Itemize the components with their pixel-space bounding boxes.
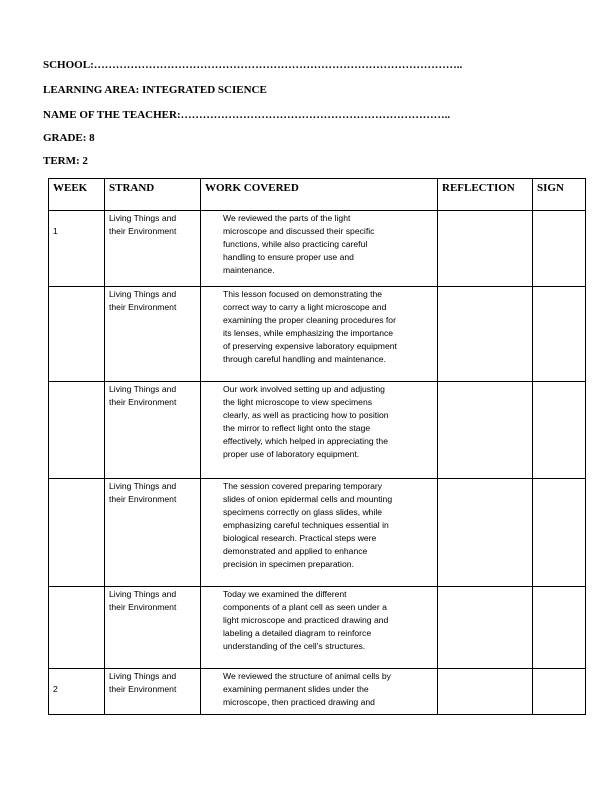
work-covered-cell: The session covered preparing temporary slides of onion epidermal cells and mounting specimens correctly on glass slides, while emphasizing careful techniques essential in biological research. Practical steps were demonstrated and applied to enhance precision in specimen preparation. (201, 479, 438, 587)
record-of-work-table (48, 178, 586, 715)
week-cell: 1 (49, 211, 105, 287)
week-cell (49, 287, 105, 382)
reflection-cell (438, 479, 533, 587)
table-row (49, 479, 586, 587)
col-week: WEEK (49, 179, 105, 211)
col-work-covered: WORK COVERED (201, 179, 438, 211)
strand-cell: Living Things and their Environment (105, 211, 201, 287)
table-row (49, 587, 586, 669)
reflection-cell (438, 382, 533, 479)
sign-cell (533, 382, 586, 479)
reflection-cell (438, 287, 533, 382)
term: TERM: 2 (43, 155, 88, 167)
work-covered-cell: We reviewed the parts of the light microscope and discussed their specific functions, while also practicing careful handling to ensure proper use and maintenance. (201, 211, 438, 287)
sign-cell (533, 669, 586, 715)
week-cell (49, 479, 105, 587)
strand-cell: Living Things and their Environment (105, 382, 201, 479)
table-header-row (49, 179, 586, 211)
work-covered-cell: We reviewed the structure of animal cells by examining permanent slides under the microscope, then practiced drawing and (201, 669, 438, 715)
school-field: SCHOOL:……………………………………………………………………………………….. (43, 59, 463, 71)
work-covered-cell: Today we examined the different components of a plant cell as seen under a light microscope and practiced drawing and labeling a detailed diagram to reinforce understanding of the cell’s structures. (201, 587, 438, 669)
week-cell: 2 (49, 669, 105, 715)
learning-area: LEARNING AREA: INTEGRATED SCIENCE (43, 84, 267, 96)
strand-cell: Living Things and their Environment (105, 479, 201, 587)
sign-cell (533, 479, 586, 587)
reflection-cell (438, 587, 533, 669)
col-sign: SIGN (533, 179, 586, 211)
col-strand: STRAND (105, 179, 201, 211)
sign-cell (533, 587, 586, 669)
strand-cell: Living Things and their Environment (105, 587, 201, 669)
table-row (49, 382, 586, 479)
strand-cell: Living Things and their Environment (105, 287, 201, 382)
work-covered-cell: Our work involved setting up and adjusting the light microscope to view specimens clearly, as well as practicing how to position the mirror to reflect light onto the stage effectively, which helped in appreciating the proper use of laboratory equipment. (201, 382, 438, 479)
strand-cell: Living Things and their Environment (105, 669, 201, 715)
sign-cell (533, 211, 586, 287)
table-row (49, 669, 586, 715)
col-reflection: REFLECTION (438, 179, 533, 211)
sign-cell (533, 287, 586, 382)
table-row (49, 287, 586, 382)
table-row (49, 211, 586, 287)
reflection-cell (438, 211, 533, 287)
week-cell (49, 382, 105, 479)
week-cell (49, 587, 105, 669)
teacher-field: NAME OF THE TEACHER:……………………………………………………………….. (43, 109, 451, 121)
work-covered-cell: This lesson focused on demonstrating the correct way to carry a light microscope and examining the proper cleaning procedures for its lenses, while emphasizing the importance of preserving expensive laboratory equipment through careful handling and maintenance. (201, 287, 438, 382)
reflection-cell (438, 669, 533, 715)
grade: GRADE: 8 (43, 132, 95, 144)
